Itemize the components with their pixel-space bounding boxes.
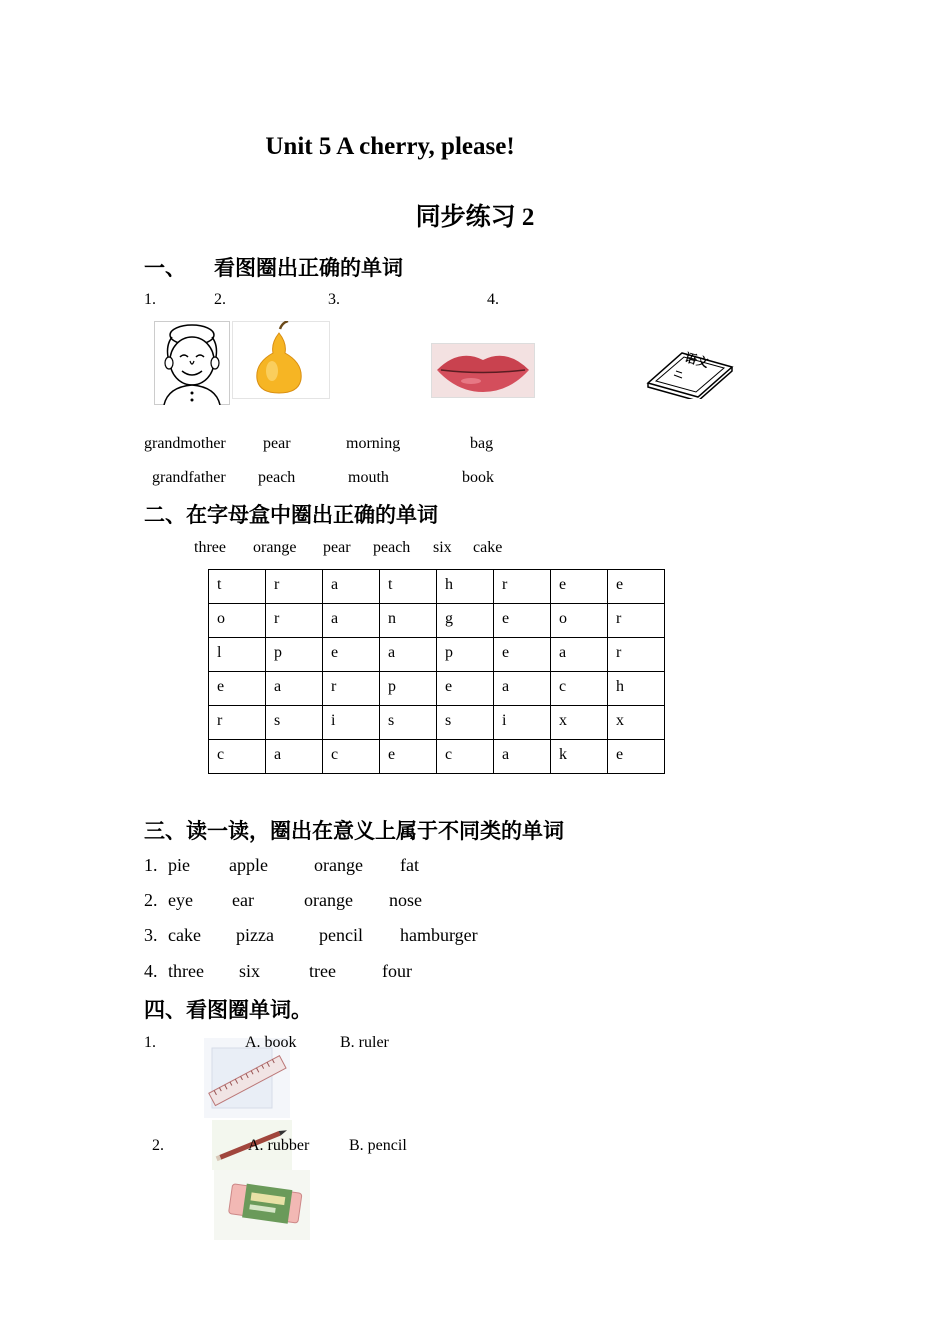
grid-cell[interactable]: e bbox=[608, 740, 665, 774]
grid-cell[interactable]: p bbox=[380, 672, 437, 706]
grid-cell[interactable]: r bbox=[266, 570, 323, 604]
grid-cell[interactable]: i bbox=[323, 706, 380, 740]
grid-cell[interactable]: c bbox=[323, 740, 380, 774]
section3-heading: 三、读一读，圈出在意义上属于不同类的单词 bbox=[144, 819, 564, 843]
worksheet-title: Unit 5 A cherry, please! bbox=[265, 133, 515, 160]
option-grandmother[interactable]: grandmother bbox=[144, 435, 226, 452]
section4-heading: 四、看图圈单词。 bbox=[144, 998, 312, 1022]
book-picture bbox=[646, 345, 734, 399]
grid-cell[interactable]: r bbox=[323, 672, 380, 706]
grandmother-picture bbox=[154, 321, 230, 405]
grid-cell[interactable]: t bbox=[380, 570, 437, 604]
grid-cell[interactable]: e bbox=[551, 570, 608, 604]
grid-row bbox=[209, 740, 665, 774]
grid-cell[interactable]: r bbox=[209, 706, 266, 740]
section2-heading: 二、在字母盒中圈出正确的单词 bbox=[144, 503, 438, 527]
q3-word[interactable]: apple bbox=[229, 855, 268, 875]
grid-cell[interactable]: e bbox=[608, 570, 665, 604]
section1-title: 看图圈出正确的单词 bbox=[214, 256, 403, 280]
q3-word[interactable]: eye bbox=[168, 890, 193, 910]
q3-word[interactable]: ear bbox=[232, 890, 254, 910]
option-morning[interactable]: morning bbox=[346, 435, 401, 452]
option-grandfather[interactable]: grandfather bbox=[152, 469, 226, 486]
q4-item2-number: 2. bbox=[152, 1137, 164, 1154]
grid-cell[interactable]: r bbox=[608, 638, 665, 672]
q3-word[interactable]: pizza bbox=[236, 925, 274, 945]
q3-row-number: 3. bbox=[144, 925, 158, 945]
grid-cell[interactable]: s bbox=[266, 706, 323, 740]
q3-word[interactable]: cake bbox=[168, 925, 201, 945]
q4-item2-option-a[interactable]: A. rubber bbox=[248, 1137, 310, 1154]
q3-number: 3. bbox=[328, 291, 340, 308]
grid-cell[interactable]: a bbox=[494, 740, 551, 774]
word-orange: orange bbox=[253, 539, 297, 556]
grid-cell[interactable]: r bbox=[608, 604, 665, 638]
q3-row-number: 1. bbox=[144, 855, 158, 875]
letter-grid bbox=[208, 569, 665, 774]
grid-cell[interactable]: s bbox=[380, 706, 437, 740]
grid-row bbox=[209, 672, 665, 706]
q3-word[interactable]: three bbox=[168, 961, 204, 981]
q3-word[interactable]: hamburger bbox=[400, 925, 478, 945]
word-six: six bbox=[433, 539, 452, 556]
grid-cell[interactable]: r bbox=[494, 570, 551, 604]
grid-cell[interactable]: k bbox=[551, 740, 608, 774]
grid-cell[interactable]: x bbox=[551, 706, 608, 740]
q4-number: 4. bbox=[487, 291, 499, 308]
q3-row-number: 4. bbox=[144, 961, 158, 981]
section1-number: 一、 bbox=[144, 256, 186, 280]
grid-row bbox=[209, 638, 665, 672]
worksheet-subtitle: 同步练习 2 bbox=[415, 204, 535, 231]
book-label: 语文 bbox=[683, 350, 711, 371]
option-mouth[interactable]: mouth bbox=[348, 469, 389, 486]
grid-cell[interactable]: s bbox=[437, 706, 494, 740]
option-bag[interactable]: bag bbox=[470, 435, 494, 452]
grid-cell[interactable]: c bbox=[437, 740, 494, 774]
q3-word[interactable]: pie bbox=[168, 855, 190, 875]
grid-cell[interactable]: a bbox=[323, 570, 380, 604]
grid-cell[interactable]: h bbox=[437, 570, 494, 604]
grid-row bbox=[209, 706, 665, 740]
rubber-picture bbox=[214, 1170, 310, 1240]
grid-cell[interactable]: e bbox=[494, 604, 551, 638]
grid-row bbox=[209, 604, 665, 638]
q3-word[interactable]: four bbox=[382, 961, 412, 981]
grid-cell[interactable]: c bbox=[209, 740, 266, 774]
grid-cell[interactable]: x bbox=[608, 706, 665, 740]
q3-word[interactable]: fat bbox=[400, 855, 419, 875]
grid-cell[interactable]: a bbox=[494, 672, 551, 706]
word-pear: pear bbox=[323, 539, 351, 556]
q4-item2-option-b[interactable]: B. pencil bbox=[349, 1137, 407, 1154]
q3-word[interactable]: pencil bbox=[319, 925, 363, 945]
grid-cell[interactable]: o bbox=[551, 604, 608, 638]
q3-word[interactable]: orange bbox=[304, 890, 353, 910]
option-pear[interactable]: pear bbox=[263, 435, 291, 452]
q4-item1-number: 1. bbox=[144, 1034, 156, 1051]
grid-cell[interactable]: n bbox=[380, 604, 437, 638]
grid-cell[interactable]: e bbox=[380, 740, 437, 774]
section1-heading bbox=[144, 252, 403, 282]
grid-cell[interactable]: e bbox=[494, 638, 551, 672]
grid-cell[interactable]: c bbox=[551, 672, 608, 706]
q4-item1-option-b[interactable]: B. ruler bbox=[340, 1034, 389, 1051]
grid-cell[interactable]: a bbox=[380, 638, 437, 672]
q3-word[interactable]: tree bbox=[309, 961, 336, 981]
q4-item1-option-a[interactable]: A. book bbox=[245, 1034, 297, 1051]
grid-cell[interactable]: a bbox=[266, 672, 323, 706]
grid-cell[interactable]: a bbox=[266, 740, 323, 774]
lips-picture bbox=[431, 343, 535, 398]
grid-cell[interactable]: e bbox=[323, 638, 380, 672]
grid-cell[interactable]: l bbox=[209, 638, 266, 672]
grid-cell[interactable]: e bbox=[209, 672, 266, 706]
grid-cell[interactable]: r bbox=[266, 604, 323, 638]
grid-cell[interactable]: a bbox=[323, 604, 380, 638]
grid-cell[interactable]: o bbox=[209, 604, 266, 638]
q2-number: 2. bbox=[214, 291, 226, 308]
q1-number: 1. bbox=[144, 291, 156, 308]
word-peach: peach bbox=[373, 539, 411, 556]
q3-word[interactable]: nose bbox=[389, 890, 422, 910]
grid-row bbox=[209, 570, 665, 604]
grid-cell[interactable]: t bbox=[209, 570, 266, 604]
q3-row-number: 2. bbox=[144, 890, 158, 910]
grid-cell[interactable]: h bbox=[608, 672, 665, 706]
q3-word[interactable]: orange bbox=[314, 855, 363, 875]
word-cake: cake bbox=[473, 539, 503, 556]
grid-cell[interactable]: g bbox=[437, 604, 494, 638]
grid-cell[interactable]: i bbox=[494, 706, 551, 740]
word-three: three bbox=[194, 539, 226, 556]
option-peach[interactable]: peach bbox=[258, 469, 296, 486]
q3-word[interactable]: six bbox=[239, 961, 261, 981]
grid-cell[interactable]: p bbox=[437, 638, 494, 672]
grid-cell[interactable]: a bbox=[551, 638, 608, 672]
option-book[interactable]: book bbox=[462, 469, 494, 486]
grid-cell[interactable]: p bbox=[266, 638, 323, 672]
pear-picture bbox=[232, 321, 330, 399]
grid-cell[interactable]: e bbox=[437, 672, 494, 706]
